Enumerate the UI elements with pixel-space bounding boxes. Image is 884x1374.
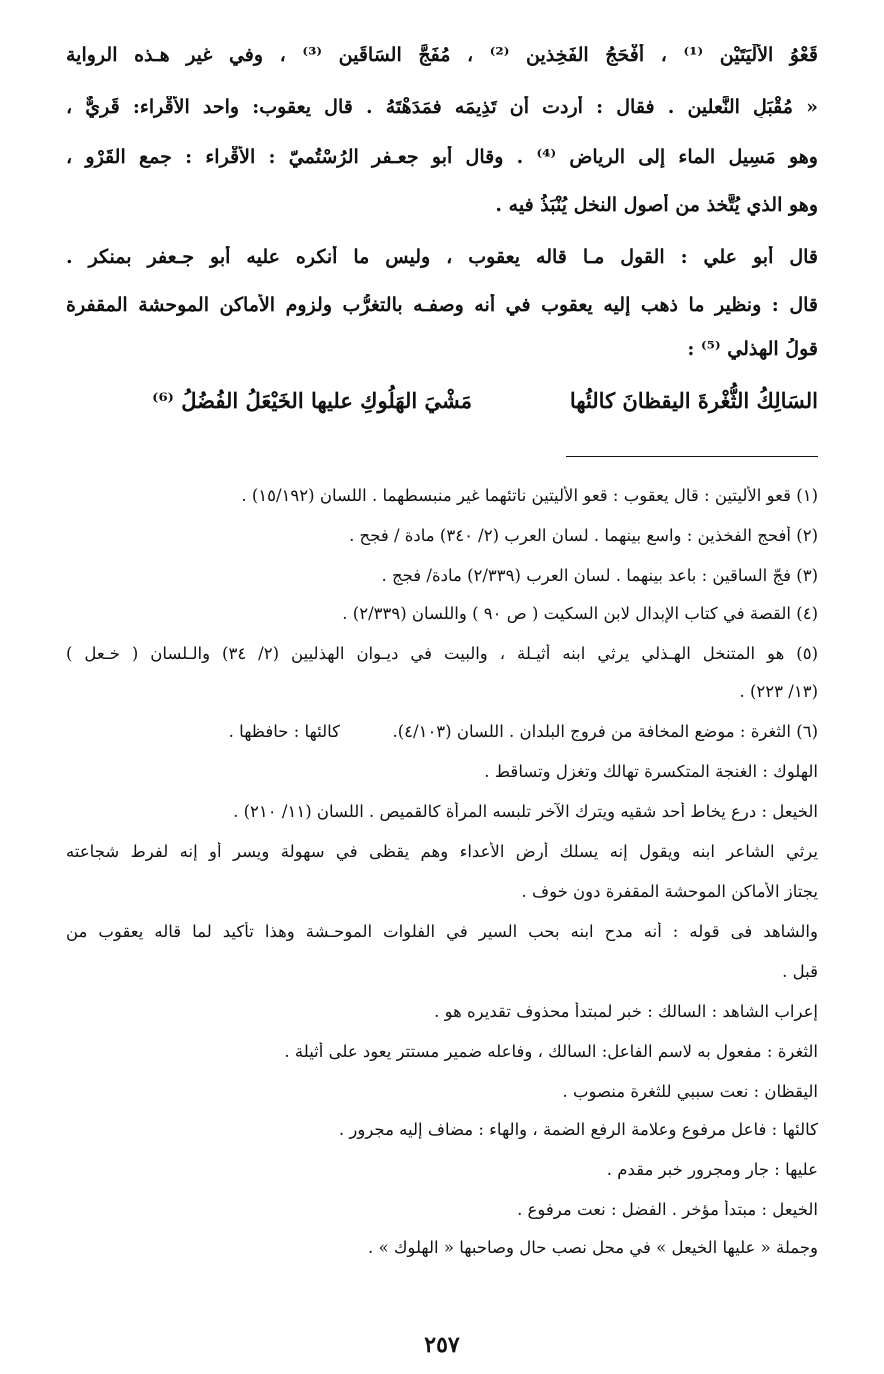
footnote-line: (٣) فجّ الساقين : باعد بينهما . لسان العرب (٢/٣٣٩) مادة/ فجج . — [381, 566, 818, 585]
page-number: ٢٥٧ — [424, 1332, 460, 1358]
footnote-line: والشاهد فى قوله : أنه مدح ابنه بحب السير في الفلوات الموحـشة وهذا تأكيد لما قاله يعقوب من — [66, 922, 818, 941]
main-text-line: « مُقْبَلِ النَّعلين . فقال : أردت أن تَذِيمَه فمَدَهْتَهُ . قال يعقوب: واحد الأَقْراء: قَرِيٌّ ، — [66, 96, 818, 118]
footnote-line: عليها : جار ومجرور خبر مقدم . — [606, 1160, 818, 1179]
main-text-line: وهو الذي يُتَّخذ من أصول النخل يُنْبَذُ فيه . — [495, 194, 818, 216]
main-text-line: قولُ الهذلي ⁽⁵⁾ : — [687, 338, 818, 360]
footnote-line: (٤) القصة في كتاب الإبدال لابن السكيت ( ص ٩٠ ) واللسان (٢/٣٣٩) . — [342, 604, 818, 623]
footnote-line: الثغرة : مفعول به لاسم الفاعل: السالك ، وفاعله ضمير مستتر يعود على أثيلة . — [284, 1042, 818, 1061]
footnote-line: يرثي الشاعر ابنه ويقول إنه يسلك أرض الأعداء وهم يقظى في سهولة ويسر أو إنه لفرط شجاعته — [66, 842, 818, 861]
footnote-line: (١٣/ ٢٢٣) . — [739, 682, 818, 701]
footnote-line: الخيعل : مبتدأ مؤخر . الفضل : نعت مرفوع . — [517, 1200, 818, 1219]
main-text-line: قَعْوُ الأَلْيَتَيْنِ ⁽¹⁾ ، أَفْحَجُ الفَخِذينِ ⁽²⁾ ، مُفَجَّ السَاقَينِ ⁽³⁾ ، وفي غير هـذه الرواية — [66, 44, 818, 66]
main-text-line: قال أبو علي : القول مـا قاله يعقوب ، وليس ما أنكره عليه أبو جـعفر بمنكر . — [66, 246, 818, 268]
main-text-line: قال : ونظير ما ذهب إليه يعقوب في أنه وصفـه بالتغرُّب ولزوم الأماكن الموحشة المقفرة — [66, 294, 818, 316]
footnote-line: وجملة « عليها الخيعل » في محل نصب حال وصاحبها « الهلوك » . — [367, 1238, 818, 1257]
footnote-line: الهلوك : الغنجة المتكسرة تهالك وتغزل وتساقط . — [484, 762, 818, 781]
footnote-line: إعراب الشاهد : السالك : خبر لمبتدأ محذوف تقديره هو . — [434, 1002, 818, 1021]
footnote-line: كالئها : فاعل مرفوع وعلامة الرفع الضمة ، والهاء : مضاف إليه مجرور . — [338, 1120, 818, 1139]
footnote-line: (١) قعو الأليتين : قال يعقوب : قعو الأليتين ناتئهما غير منبسطهما . اللسان (١٥/١٩٢) . — [241, 486, 818, 505]
footnote-line: اليقظان : نعت سببي للثغرة منصوب . — [562, 1082, 818, 1101]
footnote-separator — [566, 456, 818, 457]
footnote-line: (٥) هو المتنخل الهـذلي يرثي ابنه أثيـلة ، والبيت في ديـوان الهذليين (٢/ ٣٤) والـلسان ( خـعل ) — [66, 644, 818, 663]
footnote-line: (٦) الثغرة : موضع المخافة من فروج البلدان . اللسان (٤/١٠٣). كالئها : حافظها . — [228, 722, 818, 741]
footnote-line: يجتاز الأماكن الموحشة المقفرة دون خوف . — [521, 882, 818, 901]
footnote-line: الخيعل : درع يخاط أحد شقيه ويترك الآخر تلبسه المرأة كالقميص . اللسان (١١/ ٢١٠) . — [233, 802, 818, 821]
poem-hemistich-2: مَشْيَ الهَلُوكِ عليها الخَيْعَلُ الفُضُلُ ⁽⁶⁾ — [152, 388, 472, 413]
poem-hemistich-1: السَالِكُ الثُّغْرةَ اليقظانَ كالئُها — [569, 388, 818, 413]
footnote-line: قبل . — [782, 962, 818, 981]
footnote-line: (٢) أفحج الفخذين : واسع بينهما . لسان العرب (٢/ ٣٤٠) مادة / فجح . — [349, 526, 818, 545]
main-text-line: وهو مَسِيل الماء إلى الرياض ⁽⁴⁾ . وقال أبو جعـفر الرُسْتُميّ : الأَقْراء : جمع القَرْوِ ، — [66, 146, 818, 168]
